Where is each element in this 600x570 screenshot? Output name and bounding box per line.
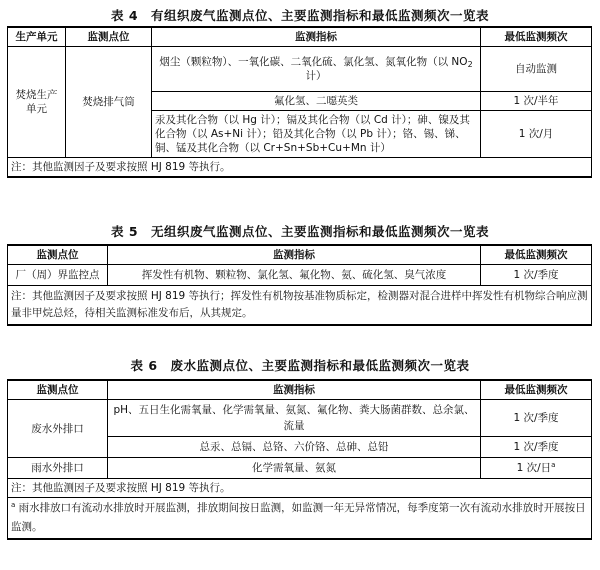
table6-header-point: 监测点位	[8, 380, 108, 400]
table6-indicator-cell: 总汞、总镉、总铬、六价铬、总砷、总铅	[108, 437, 481, 458]
table6-header-frequency: 最低监测频次	[481, 380, 592, 400]
table6-footnote-mark: a	[11, 501, 16, 509]
table4-header-frequency: 最低监测频次	[481, 27, 592, 47]
table6-frequency-cell	[481, 458, 592, 479]
table4-indicator-cell: 汞及其化合物（以 Hg 计）；镉及其化合物（以 Cd 计）；砷、镍及其化合物（以 As+Ni 计）；铅及其化合物（以 Pb 计）；铬、锡、锑、铜、锰及其化合物（以 Cr+Sn+Sb+Cu+Mn 计）	[152, 111, 481, 158]
table5-header-indicator: 监测指标	[108, 245, 481, 265]
table4-note: 注：其他监测因子及要求按照 HJ 819 等执行。	[8, 158, 592, 178]
table6-frequency-cell: 1 次/季度	[481, 437, 592, 458]
table4-header-unit: 生产单元	[8, 27, 66, 47]
table4-frequency-cell: 自动监测	[481, 47, 592, 92]
table4-header-indicator: 监测指标	[152, 27, 481, 47]
table4-unit-cell: 焚烧生产单元	[8, 47, 66, 158]
table-row	[8, 458, 592, 479]
table5-point-cell: 厂（周）界监控点	[8, 265, 108, 286]
table4-caption: 表 4 有组织废气监测点位、主要监测指标和最低监测频次一览表	[110, 8, 490, 23]
table4-indicator-text: 烟尘（颗粒物）、一氧化碳、二氧化硫、氯化氢、氮氧化物（以 NO	[159, 56, 468, 68]
table6-frequency-cell: 1 次/季度	[481, 400, 592, 437]
table5-note-row	[8, 286, 592, 326]
table-row	[8, 400, 592, 437]
table6-header-row	[8, 380, 592, 400]
table6-header-indicator: 监测指标	[108, 380, 481, 400]
table6-indicator-cell: 化学需氧量、氨氮	[108, 458, 481, 479]
table5-indicator-cell: 挥发性有机物、颗粒物、氯化氢、氟化物、氨、硫化氢、臭气浓度	[108, 265, 481, 286]
table5-caption: 表 5 无组织废气监测点位、主要监测指标和最低监测频次一览表	[110, 224, 490, 239]
table6-indicator-cell: pH、五日生化需氧量、化学需氧量、氨氮、氟化物、粪大肠菌群数、总余氯、流量	[108, 400, 481, 437]
table4-frequency-cell: 1 次/半年	[481, 92, 592, 111]
table6-footnote-row	[8, 498, 592, 540]
table6-frequency-footnote-mark: a	[551, 461, 556, 469]
table5-header-point: 监测点位	[8, 245, 108, 265]
table5-frequency-cell: 1 次/季度	[481, 265, 592, 286]
table4-header-row	[8, 27, 592, 47]
table-row	[8, 265, 592, 286]
table5-fugitive-emission	[7, 244, 592, 326]
table4-frequency-cell: 1 次/月	[481, 111, 592, 158]
table4-header-point: 监测点位	[66, 27, 152, 47]
table6-point-cell: 雨水外排口	[8, 458, 108, 479]
table4-indicator-cell: 氟化氢、二噁英类	[152, 92, 481, 111]
table4-indicator-cell	[152, 47, 481, 92]
table4-indicator-suffix: 计）	[305, 70, 327, 82]
table5-note: 注：其他监测因子及要求按照 HJ 819 等执行；挥发性有机物按基准物质标定，检测器对混合进样中挥发性有机物综合响应测量非甲烷总烃，待相关监测标准发布后，从其规定。	[8, 286, 592, 326]
table5-header-row	[8, 245, 592, 265]
table4-indicator-subscript: 2	[467, 60, 473, 69]
table6-frequency-text: 1 次/日	[516, 462, 552, 474]
table6-footnote	[8, 498, 592, 540]
table6-wastewater	[7, 379, 592, 540]
table6-point-cell: 废水外排口	[8, 400, 108, 458]
table5-header-frequency: 最低监测频次	[481, 245, 592, 265]
table4-organized-emission	[7, 26, 592, 178]
table4-note-row	[8, 158, 592, 178]
table6-footnote-text: 雨水排放口有流动水排放时开展监测，排放期间按日监测，如监测一年无异常情况，每季度第一次有流动水排放时开展按日监测。	[11, 502, 586, 533]
table6-caption: 表 6 废水监测点位、主要监测指标和最低监测频次一览表	[130, 358, 470, 373]
table6-note-row	[8, 479, 592, 498]
table6-note: 注：其他监测因子及要求按照 HJ 819 等执行。	[8, 479, 592, 498]
table4-point-cell: 焚烧排气筒	[66, 47, 152, 158]
table-row	[8, 47, 592, 92]
